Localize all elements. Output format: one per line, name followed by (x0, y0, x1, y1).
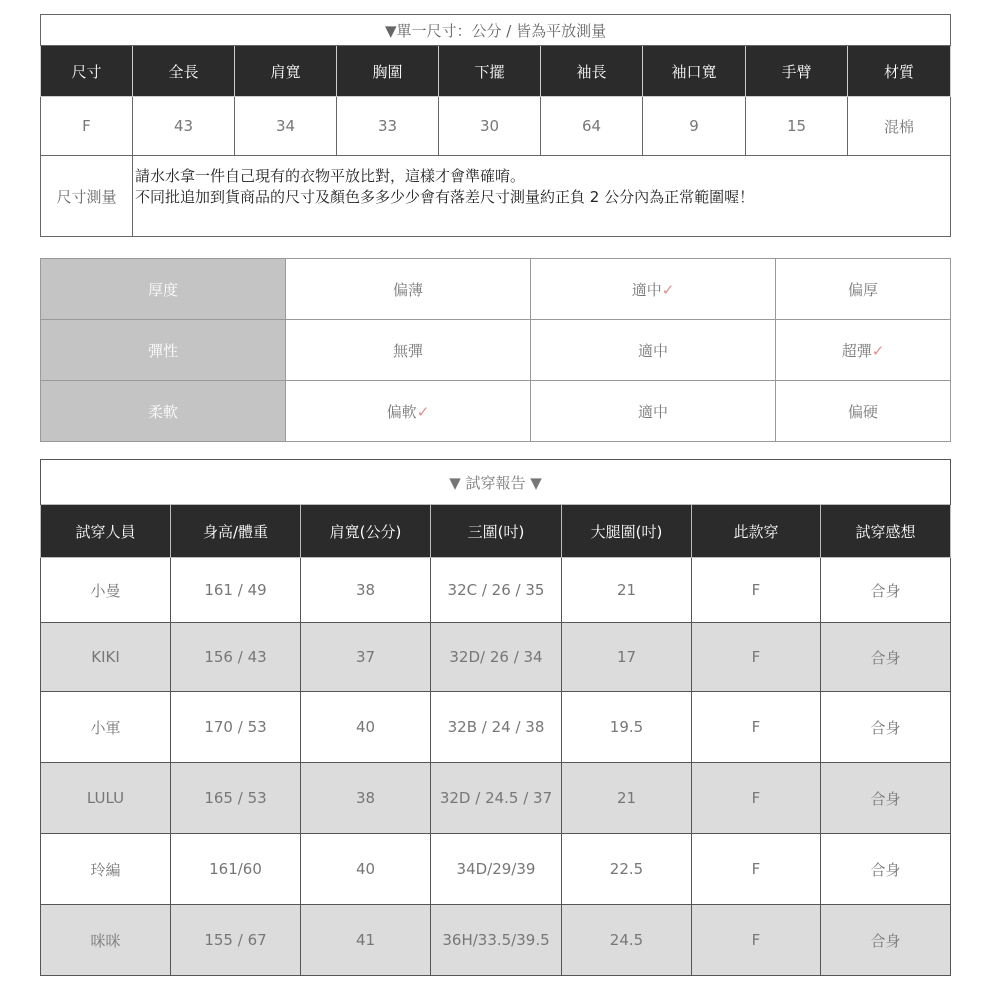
fabric-option (776, 259, 951, 320)
fabric-option (531, 259, 776, 320)
report-cell: 19.5 (562, 692, 692, 763)
fabric-option (286, 381, 531, 442)
fabric-option (286, 259, 531, 320)
report-header-cell: 試穿感想 (821, 505, 951, 558)
fabric-option-label: 適中 (637, 341, 668, 360)
fabric-label: 厚度 (41, 259, 286, 320)
size-value-cell: 64 (541, 97, 643, 156)
fabric-option-label: 超彈 (841, 341, 872, 360)
report-cell: 34D/29/39 (431, 834, 562, 905)
fabric-table (40, 258, 951, 442)
report-cell: F (692, 558, 821, 623)
report-cell: 32D / 24.5 / 37 (431, 763, 562, 834)
report-cell: 咪咪 (41, 905, 171, 976)
report-cell: 22.5 (562, 834, 692, 905)
size-note-line: 請水水拿一件自己現有的衣物平放比對，這樣才會準確唷。 (135, 167, 526, 185)
size-header-cell: 肩寬 (235, 46, 337, 97)
report-cell: 165 / 53 (171, 763, 301, 834)
fabric-option (531, 320, 776, 381)
size-value-cell: 34 (235, 97, 337, 156)
report-row (41, 905, 951, 976)
report-header-cell: 身高/體重 (171, 505, 301, 558)
report-cell: 155 / 67 (171, 905, 301, 976)
size-table (40, 14, 951, 237)
report-header-cell: 大腿圍(吋) (562, 505, 692, 558)
report-header-row (41, 505, 951, 558)
report-header-cell: 試穿人員 (41, 505, 171, 558)
fabric-option (776, 320, 951, 381)
fabric-row (41, 259, 951, 320)
report-cell: 小曼 (41, 558, 171, 623)
size-note-text (133, 156, 951, 237)
size-header-cell: 手臂 (746, 46, 848, 97)
report-caption: ▼ 試穿報告 ▼ (41, 460, 951, 505)
report-row (41, 558, 951, 623)
report-cell: 38 (301, 558, 431, 623)
size-header-cell: 袖長 (541, 46, 643, 97)
report-cell: 小軍 (41, 692, 171, 763)
report-cell: LULU (41, 763, 171, 834)
fabric-option (286, 320, 531, 381)
report-header-cell: 肩寬(公分) (301, 505, 431, 558)
report-cell: 170 / 53 (171, 692, 301, 763)
size-table-caption: ▼單一尺寸：公分 / 皆為平放測量 (41, 15, 951, 46)
size-value-cell: 混棉 (848, 97, 951, 156)
report-cell: 32D/ 26 / 34 (431, 623, 562, 692)
fabric-label: 彈性 (41, 320, 286, 381)
report-cell: 合身 (821, 834, 951, 905)
report-cell: 玲編 (41, 834, 171, 905)
report-cell: 38 (301, 763, 431, 834)
report-row (41, 834, 951, 905)
report-cell: 21 (562, 558, 692, 623)
report-cell: 40 (301, 834, 431, 905)
fabric-option (531, 381, 776, 442)
size-header-cell: 尺寸 (41, 46, 133, 97)
size-value-cell: 43 (133, 97, 235, 156)
size-value-cell: 15 (746, 97, 848, 156)
report-cell: 161/60 (171, 834, 301, 905)
report-cell: 40 (301, 692, 431, 763)
fabric-option (776, 381, 951, 442)
report-cell: F (692, 905, 821, 976)
report-cell: KIKI (41, 623, 171, 692)
report-row (41, 623, 951, 692)
report-row (41, 692, 951, 763)
try-on-report-table (40, 459, 951, 976)
fabric-option-label: 偏硬 (847, 402, 878, 421)
report-cell: 合身 (821, 692, 951, 763)
size-value-cell: 33 (337, 97, 439, 156)
fabric-row (41, 320, 951, 381)
size-header-cell: 材質 (848, 46, 951, 97)
size-value-row (41, 97, 951, 156)
report-cell: 合身 (821, 623, 951, 692)
report-cell: 156 / 43 (171, 623, 301, 692)
fabric-option-label: 無彈 (392, 341, 423, 360)
report-cell: 161 / 49 (171, 558, 301, 623)
report-cell: F (692, 763, 821, 834)
report-cell: 32C / 26 / 35 (431, 558, 562, 623)
fabric-label: 柔軟 (41, 381, 286, 442)
size-value-cell: F (41, 97, 133, 156)
report-cell: F (692, 692, 821, 763)
report-cell: 24.5 (562, 905, 692, 976)
fabric-row (41, 381, 951, 442)
size-value-cell: 30 (439, 97, 541, 156)
fabric-option-label: 適中 (631, 280, 662, 299)
report-cell: 合身 (821, 558, 951, 623)
checkmark-icon: ✓ (871, 341, 885, 360)
size-header-cell: 全長 (133, 46, 235, 97)
size-note-row (41, 156, 951, 237)
report-cell: 合身 (821, 905, 951, 976)
report-cell: 32B / 24 / 38 (431, 692, 562, 763)
fabric-option-label: 適中 (637, 402, 668, 421)
report-cell: F (692, 834, 821, 905)
report-header-cell: 此款穿 (692, 505, 821, 558)
report-cell: F (692, 623, 821, 692)
report-cell: 41 (301, 905, 431, 976)
size-header-cell: 下擺 (439, 46, 541, 97)
report-cell: 合身 (821, 763, 951, 834)
checkmark-icon: ✓ (416, 402, 430, 421)
checkmark-icon: ✓ (661, 280, 675, 299)
size-header-cell: 胸圍 (337, 46, 439, 97)
fabric-option-label: 偏薄 (392, 280, 423, 299)
size-value-cell: 9 (643, 97, 746, 156)
report-cell: 37 (301, 623, 431, 692)
report-cell: 36H/33.5/39.5 (431, 905, 562, 976)
report-cell: 21 (562, 763, 692, 834)
size-note-line: 不同批追加到貨商品的尺寸及顏色多多少少會有落差尺寸測量約正負 2 公分內為正常範圍喔！ (135, 188, 755, 206)
report-row (41, 763, 951, 834)
size-header-cell: 袖口寬 (643, 46, 746, 97)
report-cell: 17 (562, 623, 692, 692)
fabric-option-label: 偏軟 (386, 402, 417, 421)
report-header-cell: 三圍(吋) (431, 505, 562, 558)
size-header-row (41, 46, 951, 97)
size-note-label: 尺寸測量 (41, 156, 133, 237)
fabric-option-label: 偏厚 (847, 280, 878, 299)
